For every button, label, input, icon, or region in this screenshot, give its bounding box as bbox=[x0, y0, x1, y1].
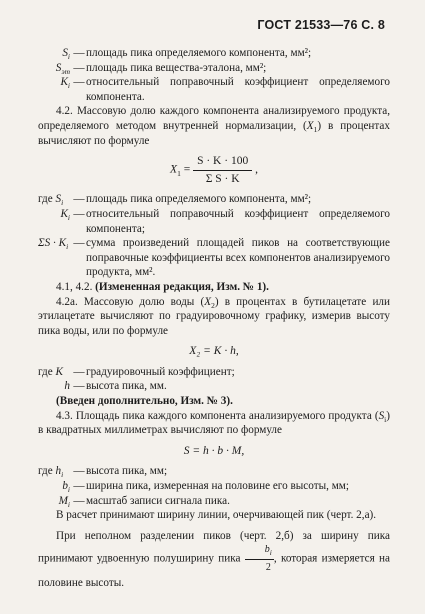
page-header: ГОСТ 21533—76 С. 8 bbox=[257, 18, 385, 32]
paragraph-width: В расчет принимают ширину линии, очерчивающей пик (черт. 2,а). bbox=[56, 509, 377, 522]
definition-item: где K — градуировочный коэффициент; bbox=[38, 365, 235, 378]
definition-list-3 bbox=[38, 365, 390, 394]
paragraph-4-2: 4.2. Массовую долю каждого компонента анализируемого продукта, определяемого методом внутренней нормализации, $(X_1)$ в процентах вычисляют по формуле bbox=[38, 105, 390, 147]
definition-list-2 bbox=[38, 192, 390, 280]
formula-x2: X₂ = K · h, bbox=[189, 345, 239, 358]
definition-item: $S_i$ — площадь пика определяемого компонента, мм²; bbox=[62, 47, 312, 62]
definition-item: $K_i$ — относительный поправочный коэффициент определяемого компонента. bbox=[60, 76, 390, 103]
definition-item: $M_i$ — масштаб записи сигнала пика. bbox=[58, 494, 230, 509]
amendment-1: 4.1, 4.2. (Измененная редакция, Изм. № 1). bbox=[56, 280, 269, 293]
definition-item: $K_i$ — относительный поправочный коэффициент определяемого компонента; bbox=[60, 207, 390, 235]
document-body bbox=[38, 46, 390, 590]
formula-x1: $X_1$ = $\frac{S \cdot K \cdot 100}{\text{Σ S · K}}$ , bbox=[170, 155, 258, 185]
definition-item: $b_i$ — ширина пика, измеренная на половине его высоты, мм; bbox=[62, 480, 349, 495]
paragraph-4-3: 4.3. Площадь пика каждого компонента анализируемого продукта $(S_i)$ в квадратных миллиметрах вычисляют по формуле bbox=[38, 409, 390, 437]
paragraph-4-2a: 4.2a. Массовую долю воды $(X_2)$ в процентах в бутилацетате или этилацетате вычисляют по градуировочному графику, измерив высоту пика воды, или по формуле bbox=[38, 295, 391, 337]
definition-item: где $S_i$ — площадь пика определяемого компонента, мм²; bbox=[38, 193, 312, 208]
formula-si: S = h · b · M, bbox=[183, 444, 245, 457]
definition-item: h — высота пика, мм. bbox=[64, 380, 167, 393]
definition-item: $S_{эт}$ — площадь пика вещества-эталона, мм²; bbox=[55, 61, 267, 76]
paragraph-final: При неполном разделении пиков (черт. 2,б) за ширину пика принимают удвоенную полуширину пика $\frac{b_i}{2}$ , которая измеряется на половине высоты. bbox=[38, 529, 390, 589]
definition-list-1 bbox=[38, 46, 390, 104]
amendment-3: (Введен дополнительно, Изм. № 3). bbox=[56, 395, 233, 408]
definition-item: где $h_i$ — высота пика, мм; bbox=[38, 465, 168, 480]
definition-list-4 bbox=[38, 464, 390, 508]
definition-item: $\Sigma S \cdot K_i$ — сумма произведений площадей пиков на соответствующие поправочные коэффициенты всех компонентов анализируемого продукта, мм². bbox=[38, 237, 390, 279]
